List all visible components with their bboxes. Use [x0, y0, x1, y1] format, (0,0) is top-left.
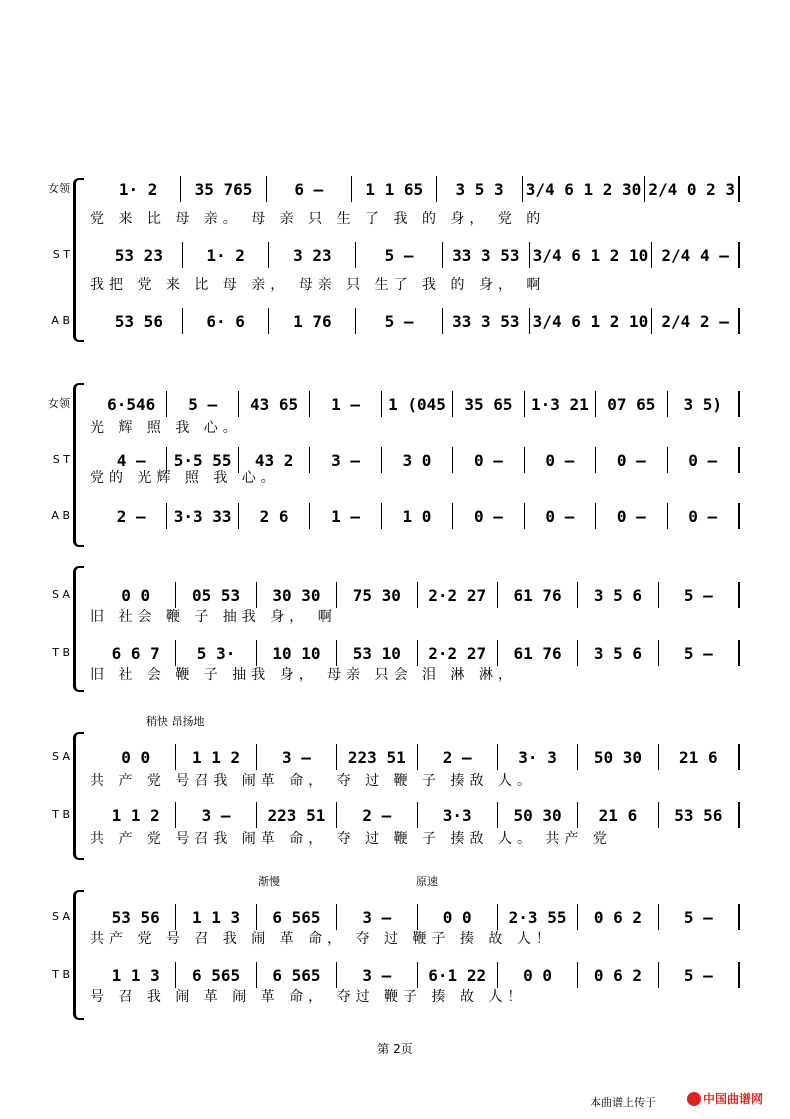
measure: 35 65: [453, 391, 524, 417]
notation-line: [96, 242, 740, 268]
measure: 61 76: [498, 640, 578, 666]
part-label: S A: [51, 588, 70, 601]
part-label: 女领: [48, 397, 70, 410]
measure: 53 23: [96, 242, 183, 268]
notation-line: [96, 802, 740, 828]
measure: 223 51: [257, 802, 337, 828]
upload-note: 本曲谱上传于: [590, 1096, 656, 1109]
measure: 2/4 2 –: [652, 308, 740, 334]
measure: 2 –: [418, 744, 498, 770]
measure: 6 565: [176, 962, 256, 988]
system-brace: [73, 732, 84, 860]
measure: 3 5 6: [578, 640, 658, 666]
measure: 1 1 3: [96, 962, 176, 988]
measure: 2·2 27: [418, 582, 498, 608]
measure: 3 –: [337, 904, 417, 930]
system-brace: [73, 383, 84, 547]
measure: 0 –: [525, 447, 596, 473]
measure: 6 –: [267, 176, 352, 202]
measure: 0 6 2: [578, 962, 658, 988]
measure: 2/4 0 2 3: [645, 176, 740, 202]
logo-text: 中国曲谱网: [703, 1092, 764, 1106]
measure: 1 76: [269, 308, 356, 334]
measure: 3·3: [418, 802, 498, 828]
lyric-line: 共 产 党 号召我 闹革 命， 夺 过 鞭 子 揍敌 人。: [90, 773, 536, 789]
system-brace: [73, 566, 84, 692]
measure: 5 –: [659, 962, 740, 988]
measure: 6·1 22: [418, 962, 498, 988]
measure: 50 30: [578, 744, 658, 770]
tempo-marking: 原速: [416, 875, 438, 888]
notation-line: [96, 962, 740, 988]
measure: 0 –: [525, 503, 596, 529]
measure: 6 6 7: [96, 640, 176, 666]
measure: 3 0: [382, 447, 453, 473]
tempo-marking: 稍快 昂扬地: [146, 715, 205, 728]
part-label: A B: [51, 509, 70, 522]
measure: 35 765: [181, 176, 266, 202]
measure: 0 –: [453, 447, 524, 473]
part-label: T B: [52, 646, 70, 659]
measure: 05 53: [176, 582, 256, 608]
measure: 2 –: [337, 802, 417, 828]
measure: 0 0: [96, 744, 176, 770]
measure: 5 –: [659, 640, 740, 666]
measure: 0 –: [453, 503, 524, 529]
lyric-line: 共 产 党 号召我 闹革 命， 夺 过 鞭 子 揍敌 人。 共产 党: [90, 831, 612, 847]
measure: 6 565: [257, 904, 337, 930]
measure: 6 565: [257, 962, 337, 988]
notation-line: [96, 176, 740, 202]
measure: 0 0: [418, 904, 498, 930]
measure: 2·2 27: [418, 640, 498, 666]
measure: 2 –: [96, 503, 167, 529]
measure: 61 76: [498, 582, 578, 608]
measure: 3 5 3: [437, 176, 522, 202]
lyric-line: 党 来 比 母 亲。 母 亲 只 生 了 我 的 身， 党 的: [90, 211, 546, 227]
measure: 3/4 6 1 2 10: [530, 308, 653, 334]
part-label: S A: [51, 910, 70, 923]
measure: 3· 3: [498, 744, 578, 770]
part-label: 女领: [48, 182, 70, 195]
measure: 53 56: [96, 904, 176, 930]
site-logo[interactable]: [687, 1090, 763, 1107]
notation-line: [96, 391, 740, 417]
notation-line: [96, 640, 740, 666]
notation-line: [96, 744, 740, 770]
logo-icon: [687, 1092, 701, 1106]
measure: 53 10: [337, 640, 417, 666]
measure: 1 –: [310, 391, 381, 417]
measure: 5 –: [167, 391, 238, 417]
measure: 5 –: [356, 308, 443, 334]
measure: 3 5 6: [578, 582, 658, 608]
measure: 3 –: [176, 802, 256, 828]
tempo-marking: 渐慢: [258, 875, 280, 888]
measure: 3 5): [668, 391, 740, 417]
part-label: S A: [51, 750, 70, 763]
measure: 1· 2: [96, 176, 181, 202]
measure: 75 30: [337, 582, 417, 608]
measure: 1 0: [382, 503, 453, 529]
measure: 3·3 33: [167, 503, 238, 529]
measure: 1 1 2: [96, 802, 176, 828]
measure: 2·3 55: [498, 904, 578, 930]
measure: 3 –: [337, 962, 417, 988]
part-label: A B: [51, 314, 70, 327]
measure: 1·3 21: [525, 391, 596, 417]
measure: 6·546: [96, 391, 167, 417]
system-brace: [73, 890, 84, 1020]
measure: 33 3 53: [443, 242, 530, 268]
part-label: T B: [52, 968, 70, 981]
measure: 0 –: [596, 503, 667, 529]
notation-line: [96, 503, 740, 529]
notation-line: [96, 308, 740, 334]
measure: 33 3 53: [443, 308, 530, 334]
measure: 43 2: [239, 447, 310, 473]
measure: 1 –: [310, 503, 381, 529]
measure: 3/4 6 1 2 30: [523, 176, 646, 202]
measure: 5·5 55: [167, 447, 238, 473]
measure: 2 6: [239, 503, 310, 529]
lyric-line: 我把 党 来 比 母 亲， 母亲 只 生了 我 的 身， 啊: [90, 277, 546, 293]
measure: 0 0: [96, 582, 176, 608]
lyric-line: 共产 党 号 召 我 闹 革 命， 夺 过 鞭子 揍 故 人！: [90, 931, 555, 947]
measure: 53 56: [96, 308, 183, 334]
measure: 3 –: [257, 744, 337, 770]
measure: 5 –: [659, 904, 740, 930]
part-label: T B: [52, 808, 70, 821]
system-brace: [73, 178, 84, 342]
measure: 0 –: [668, 447, 740, 473]
measure: 6· 6: [183, 308, 270, 334]
measure: 3 23: [269, 242, 356, 268]
lyric-line: 号 召 我 闹 革 闹 革 命， 夺过 鞭子 揍 故 人！: [90, 989, 527, 1005]
measure: 53 56: [659, 802, 740, 828]
lyric-line: 光 辉 照 我 心。: [90, 420, 242, 436]
measure: 0 –: [668, 503, 740, 529]
part-label: S T: [52, 453, 70, 466]
measure: 1 1 65: [352, 176, 437, 202]
measure: 30 30: [257, 582, 337, 608]
measure: 50 30: [498, 802, 578, 828]
measure: 3 –: [310, 447, 381, 473]
notation-line: [96, 582, 740, 608]
measure: 10 10: [257, 640, 337, 666]
measure: 21 6: [578, 802, 658, 828]
notation-line: [96, 904, 740, 930]
measure: 4 –: [96, 447, 167, 473]
measure: 5 –: [356, 242, 443, 268]
measure: 43 65: [239, 391, 310, 417]
part-label: S T: [52, 248, 70, 261]
measure: 0 0: [498, 962, 578, 988]
lyric-line: 旧 社 会 鞭 子 抽我 身， 母亲 只会 泪 淋 淋，: [90, 667, 517, 683]
measure: 2/4 4 –: [652, 242, 740, 268]
measure: 1 1 3: [176, 904, 256, 930]
lyric-line: 旧 社会 鞭 子 抽我 身， 啊: [90, 609, 337, 625]
page-number: 第 2页: [377, 1042, 413, 1056]
measure: 1 1 2: [176, 744, 256, 770]
lyric-line: 党的 光辉 照 我 心。: [90, 470, 280, 486]
measure: 0 –: [596, 447, 667, 473]
measure: 3/4 6 1 2 10: [530, 242, 653, 268]
measure: 1 (045: [382, 391, 453, 417]
measure: 1· 2: [183, 242, 270, 268]
measure: 0 6 2: [578, 904, 658, 930]
measure: 21 6: [659, 744, 740, 770]
measure: 07 65: [596, 391, 667, 417]
measure: 5 3·: [176, 640, 256, 666]
measure: 223 51: [337, 744, 417, 770]
measure: 5 –: [659, 582, 740, 608]
